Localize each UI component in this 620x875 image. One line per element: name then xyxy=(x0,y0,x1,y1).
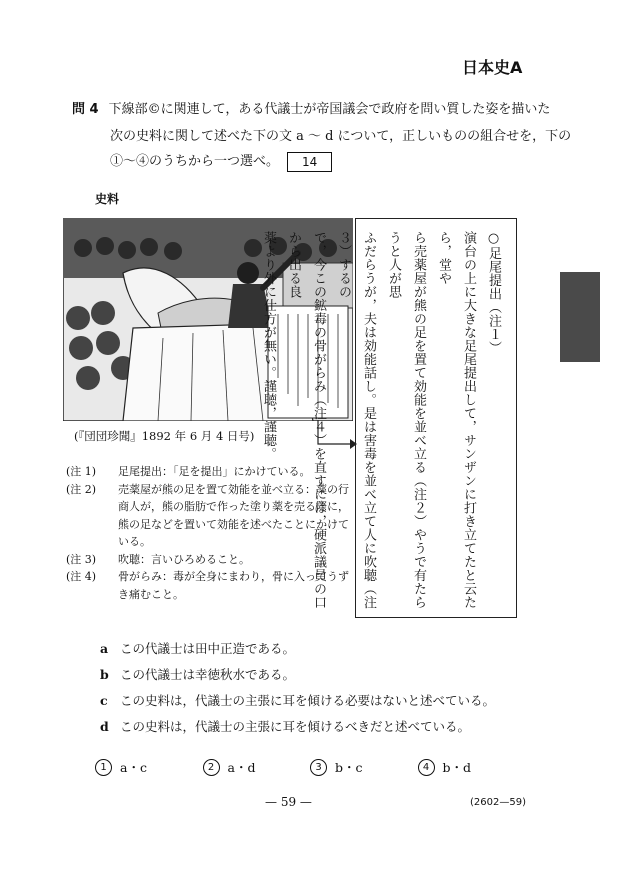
choice-text: a・c xyxy=(120,760,147,775)
statement-text: この史料は，代議士の主張に耳を傾ける必要はないと述べている。 xyxy=(120,693,496,708)
choice-option-4[interactable] xyxy=(418,758,526,776)
statement-item xyxy=(100,687,495,713)
question-line-2: 次の史料に関して述べた下の文 a ～ d について，正しいものの組合せを，下の xyxy=(110,129,572,144)
choice-number: 1 xyxy=(95,759,112,776)
source-line: ○足尾提出（注１） xyxy=(486,231,501,355)
page-code: (2602—59) xyxy=(470,797,526,808)
choice-number: 4 xyxy=(418,759,435,776)
statement-item xyxy=(100,635,495,661)
source-line: で，今この鉱毒の骨がらみ（注４）を直すには，硬派議員の口から出る良 xyxy=(286,231,326,609)
note-label: (注 1) xyxy=(66,465,97,478)
statement-text: この代議士は幸徳秋水である。 xyxy=(120,667,296,682)
question-line-3 xyxy=(110,150,332,172)
subject-title: 日本史A xyxy=(462,58,523,77)
source-line: 演台の上に大きな足尾提出して，サンザンに打き立てたと云たら，堂や xyxy=(436,231,476,609)
choice-option-1[interactable] xyxy=(95,758,203,776)
arrow-connector xyxy=(316,420,358,450)
choice-number: 3 xyxy=(310,759,327,776)
answer-choices xyxy=(95,758,525,776)
choice-number: 2 xyxy=(203,759,220,776)
page-number: — 59 — xyxy=(265,795,312,809)
source-line: 薬より外に仕方が無い。謹聴，謹聴。 xyxy=(261,231,276,461)
note-text: 足尾提出：「足を提出」にかけている。 xyxy=(118,465,311,478)
statement-label: c xyxy=(100,692,108,708)
note-label: (注 2) xyxy=(66,482,97,496)
choice-option-3[interactable] xyxy=(310,758,418,776)
note-label: (注 3) xyxy=(66,552,97,566)
statement-label: d xyxy=(100,718,109,734)
note-text: 骨がらみ：毒が全身にまわり，骨に入ってうずき痛むこと。 xyxy=(118,570,349,601)
note-text: 売薬屋が熊の足を置て効能を並べ立る：薬の行商人が，熊の脂肪で作った塗り薬を売る際に，熊の足などを置いて効能を述べたことにかけている。 xyxy=(118,482,349,548)
statement-item xyxy=(100,713,495,739)
side-index-tab xyxy=(560,272,600,362)
statement-label: a xyxy=(100,640,109,656)
question-number: 問 4 xyxy=(72,102,99,117)
statement-text: この代議士は田中正造である。 xyxy=(120,641,296,656)
choice-text: a・d xyxy=(227,760,256,775)
choice-option-2[interactable] xyxy=(203,758,311,776)
statements-list xyxy=(100,635,495,739)
source-text xyxy=(256,231,506,611)
choice-text: b・d xyxy=(442,760,472,775)
question-text-3: ①～④のうちから一つ選べ。 xyxy=(110,154,280,169)
answer-box: 14 xyxy=(287,152,332,172)
question-text-1: 下線部©に関連して，ある代議士が帝国議会で政府を問い質した姿を描いた xyxy=(108,102,551,117)
statement-item xyxy=(100,661,495,687)
note-text: 吹聴：言いひろめること。 xyxy=(118,552,250,566)
question-line-1 xyxy=(72,98,550,117)
source-line: ら売薬屋が熊の足を置て効能を並べ立る（注２）やうで有たらうと人が思 xyxy=(386,231,426,609)
source-text-box xyxy=(261,218,517,618)
cartoon-caption: (『団団珍聞』1892 年 6 月 4 日号) xyxy=(74,429,255,443)
statement-text: この史料は，代議士の主張に耳を傾けるべきだと述べている。 xyxy=(120,719,471,734)
choice-text: b・c xyxy=(335,760,363,775)
shiryo-heading: 史料 xyxy=(95,192,120,206)
statement-label: b xyxy=(100,666,109,682)
note-label: (注 4) xyxy=(66,570,97,583)
source-line: ふだらうが，夫は効能話し。是は害毒を並べ立て人に吹聴（注３）するの xyxy=(336,231,376,609)
